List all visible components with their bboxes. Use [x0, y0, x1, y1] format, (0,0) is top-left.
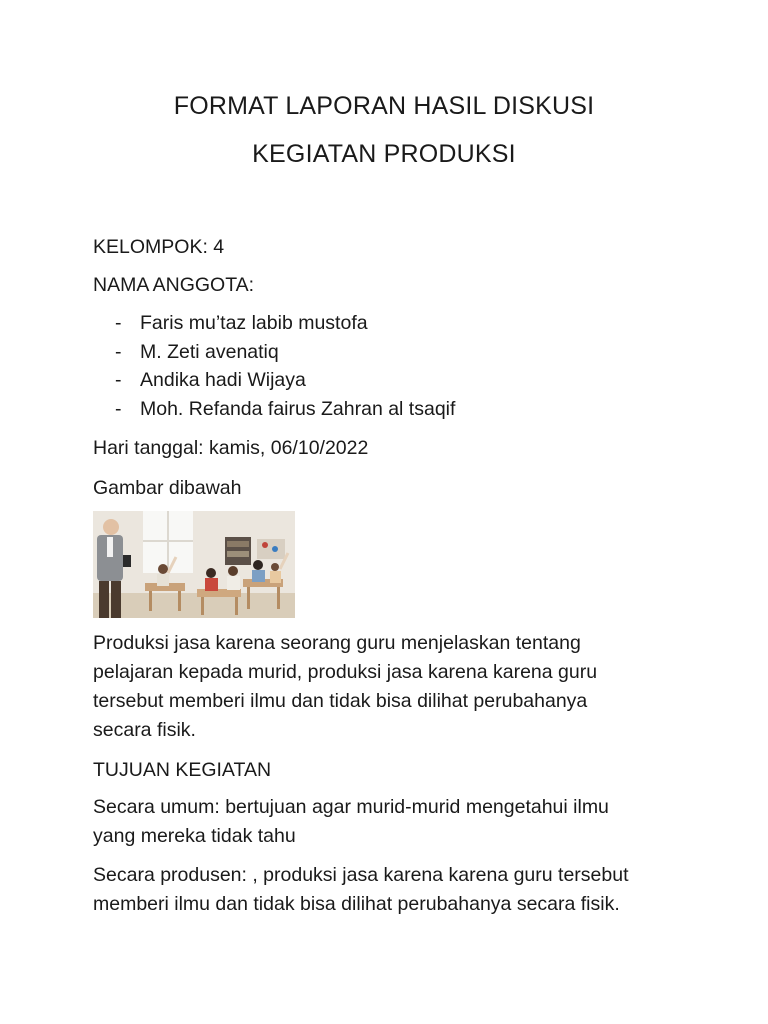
paragraph-secara-umum: Secara umum: bertujuan agar murid-murid mengetahui ilmu yang mereka tidak tahu: [93, 796, 609, 847]
hari-tanggal: Hari tanggal: kamis, 06/10/2022: [93, 437, 369, 459]
kelompok-label: KELOMPOK: 4: [93, 236, 225, 258]
nama-anggota-label: NAMA ANGGOTA:: [93, 274, 255, 296]
list-item: - Moh. Refanda fairus Zahran al tsaqif: [115, 397, 456, 420]
gambar-label: Gambar dibawah: [93, 477, 242, 499]
list-item: - Andika hadi Wijaya: [115, 369, 306, 391]
paragraph-produksi-jasa: Produksi jasa karena seorang guru menjelaskan tentang pelajaran kepada murid, produksi jasa karena karena guru tersebut memberi ilmu dan tidak bisa dilihat perubahanya secara fisik.: [93, 632, 598, 741]
paragraph-secara-produsen: Secara produsen: , produksi jasa karena karena guru tersebut memberi ilmu dan tidak bisa dilihat perubahanya secara fisik.: [93, 864, 629, 915]
document-subtitle: KEGIATAN PRODUKSI: [252, 140, 516, 168]
document-title: FORMAT LAPORAN HASIL DISKUSI: [173, 92, 595, 120]
list-item: - M. Zeti avenatiq: [115, 340, 279, 363]
list-item: - Faris mu’taz labib mustofa: [115, 312, 368, 334]
classroom-photo: [93, 511, 295, 618]
tujuan-kegiatan-heading: TUJUAN KEGIATAN: [93, 759, 272, 781]
member-list: [115, 309, 455, 423]
